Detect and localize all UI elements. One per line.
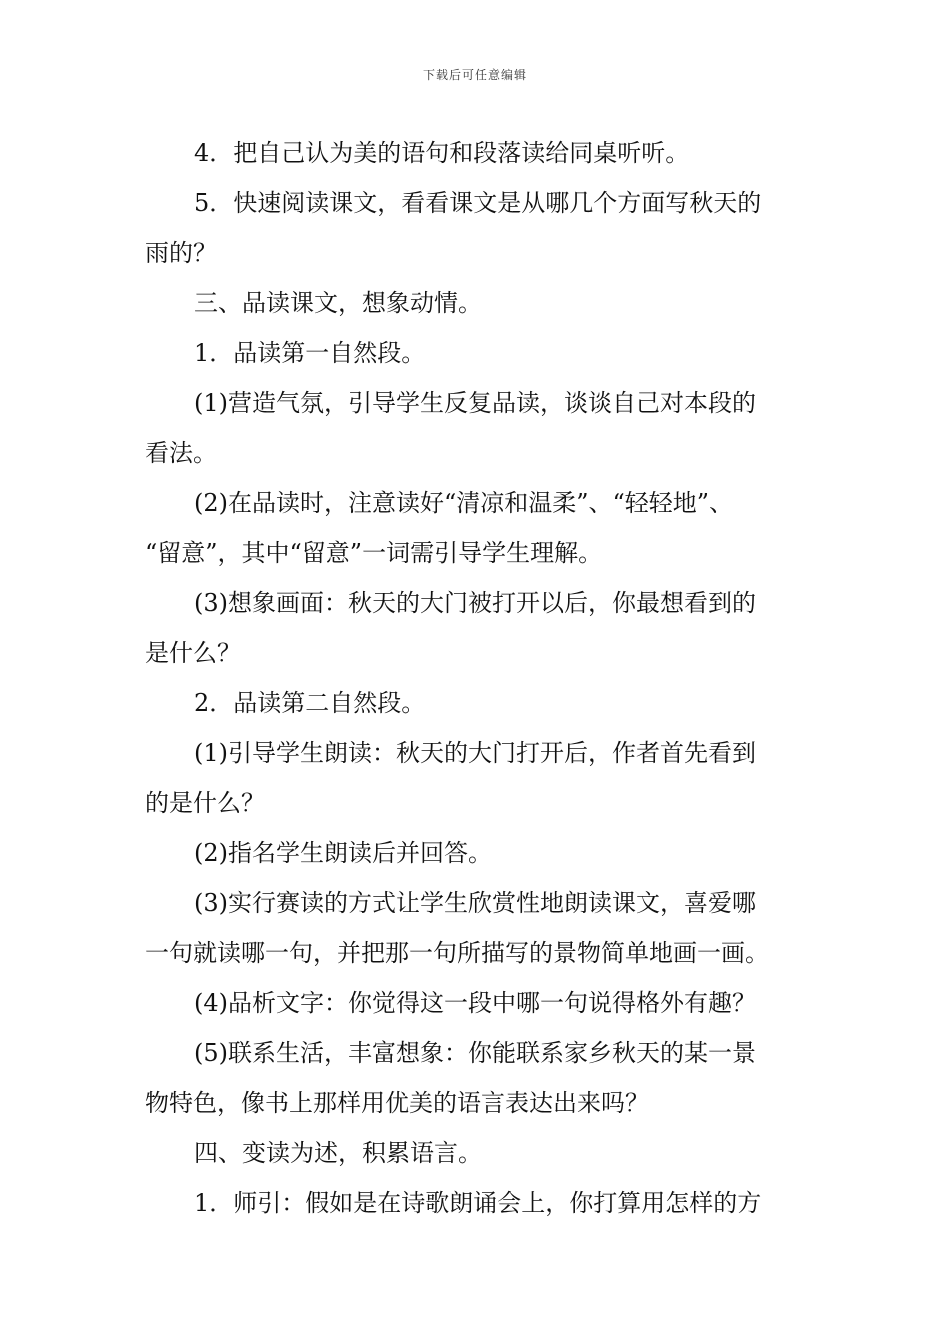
text-line: 1．品读第一自然段。 (194, 339, 426, 367)
text-line: (3)实行赛读的方式让学生欣赏性地朗读课文，喜爱哪 (194, 889, 756, 917)
paragraph (145, 978, 810, 1028)
text-line: 是什么？ (145, 639, 241, 667)
text-line: (3)想象画面：秋天的大门被打开以后，你最想看到的 (194, 589, 756, 617)
text-line: 看法。 (145, 439, 217, 467)
paragraph (145, 578, 810, 678)
text-line: 5．快速阅读课文，看看课文是从哪几个方面写秋天的 (194, 189, 762, 217)
text-line: 4．把自己认为美的语句和段落读给同桌听听。 (194, 139, 690, 167)
paragraph (145, 1028, 810, 1128)
paragraph (145, 328, 810, 378)
text-line: 物特色，像书上那样用优美的语言表达出来吗？ (145, 1089, 649, 1117)
text-line: (2)指名学生朗读后并回答。 (194, 839, 492, 867)
paragraph (145, 178, 810, 278)
text-line: 三、品读课文，想象动情。 (194, 289, 482, 317)
text-line: 雨的？ (145, 239, 217, 267)
text-line: 2．品读第二自然段。 (194, 689, 426, 717)
text-line: 1．师引：假如是在诗歌朗诵会上，你打算用怎样的方 (194, 1189, 762, 1217)
paragraph (145, 878, 810, 978)
paragraph (145, 478, 810, 578)
text-line: 一句就读哪一句，并把那一句所描写的景物简单地画一画。 (145, 939, 769, 967)
text-line: (5)联系生活，丰富想象：你能联系家乡秋天的某一景 (194, 1039, 756, 1067)
paragraph (145, 728, 810, 828)
text-line: (4)品析文字：你觉得这一段中哪一句说得格外有趣？ (194, 989, 756, 1017)
page-header: 下载后可任意编辑 (422, 68, 527, 82)
text-line: (1)营造气氛，引导学生反复品读，谈谈自己对本段的 (194, 389, 756, 417)
section-heading (145, 278, 810, 328)
paragraph (145, 1178, 810, 1228)
text-line: “留意”，其中“留意”一词需引导学生理解。 (145, 539, 603, 567)
paragraph (145, 678, 810, 728)
text-line: 四、变读为述，积累语言。 (194, 1139, 482, 1167)
section-heading (145, 1128, 810, 1178)
paragraph (145, 128, 810, 178)
paragraph (145, 378, 810, 478)
document-body (145, 128, 810, 1228)
paragraph (145, 828, 810, 878)
text-line: 的是什么？ (145, 789, 265, 817)
text-line: (2)在品读时，注意读好“清凉和温柔”、“轻轻地”、 (194, 489, 734, 517)
text-line: (1)引导学生朗读：秋天的大门打开后，作者首先看到 (194, 739, 756, 767)
